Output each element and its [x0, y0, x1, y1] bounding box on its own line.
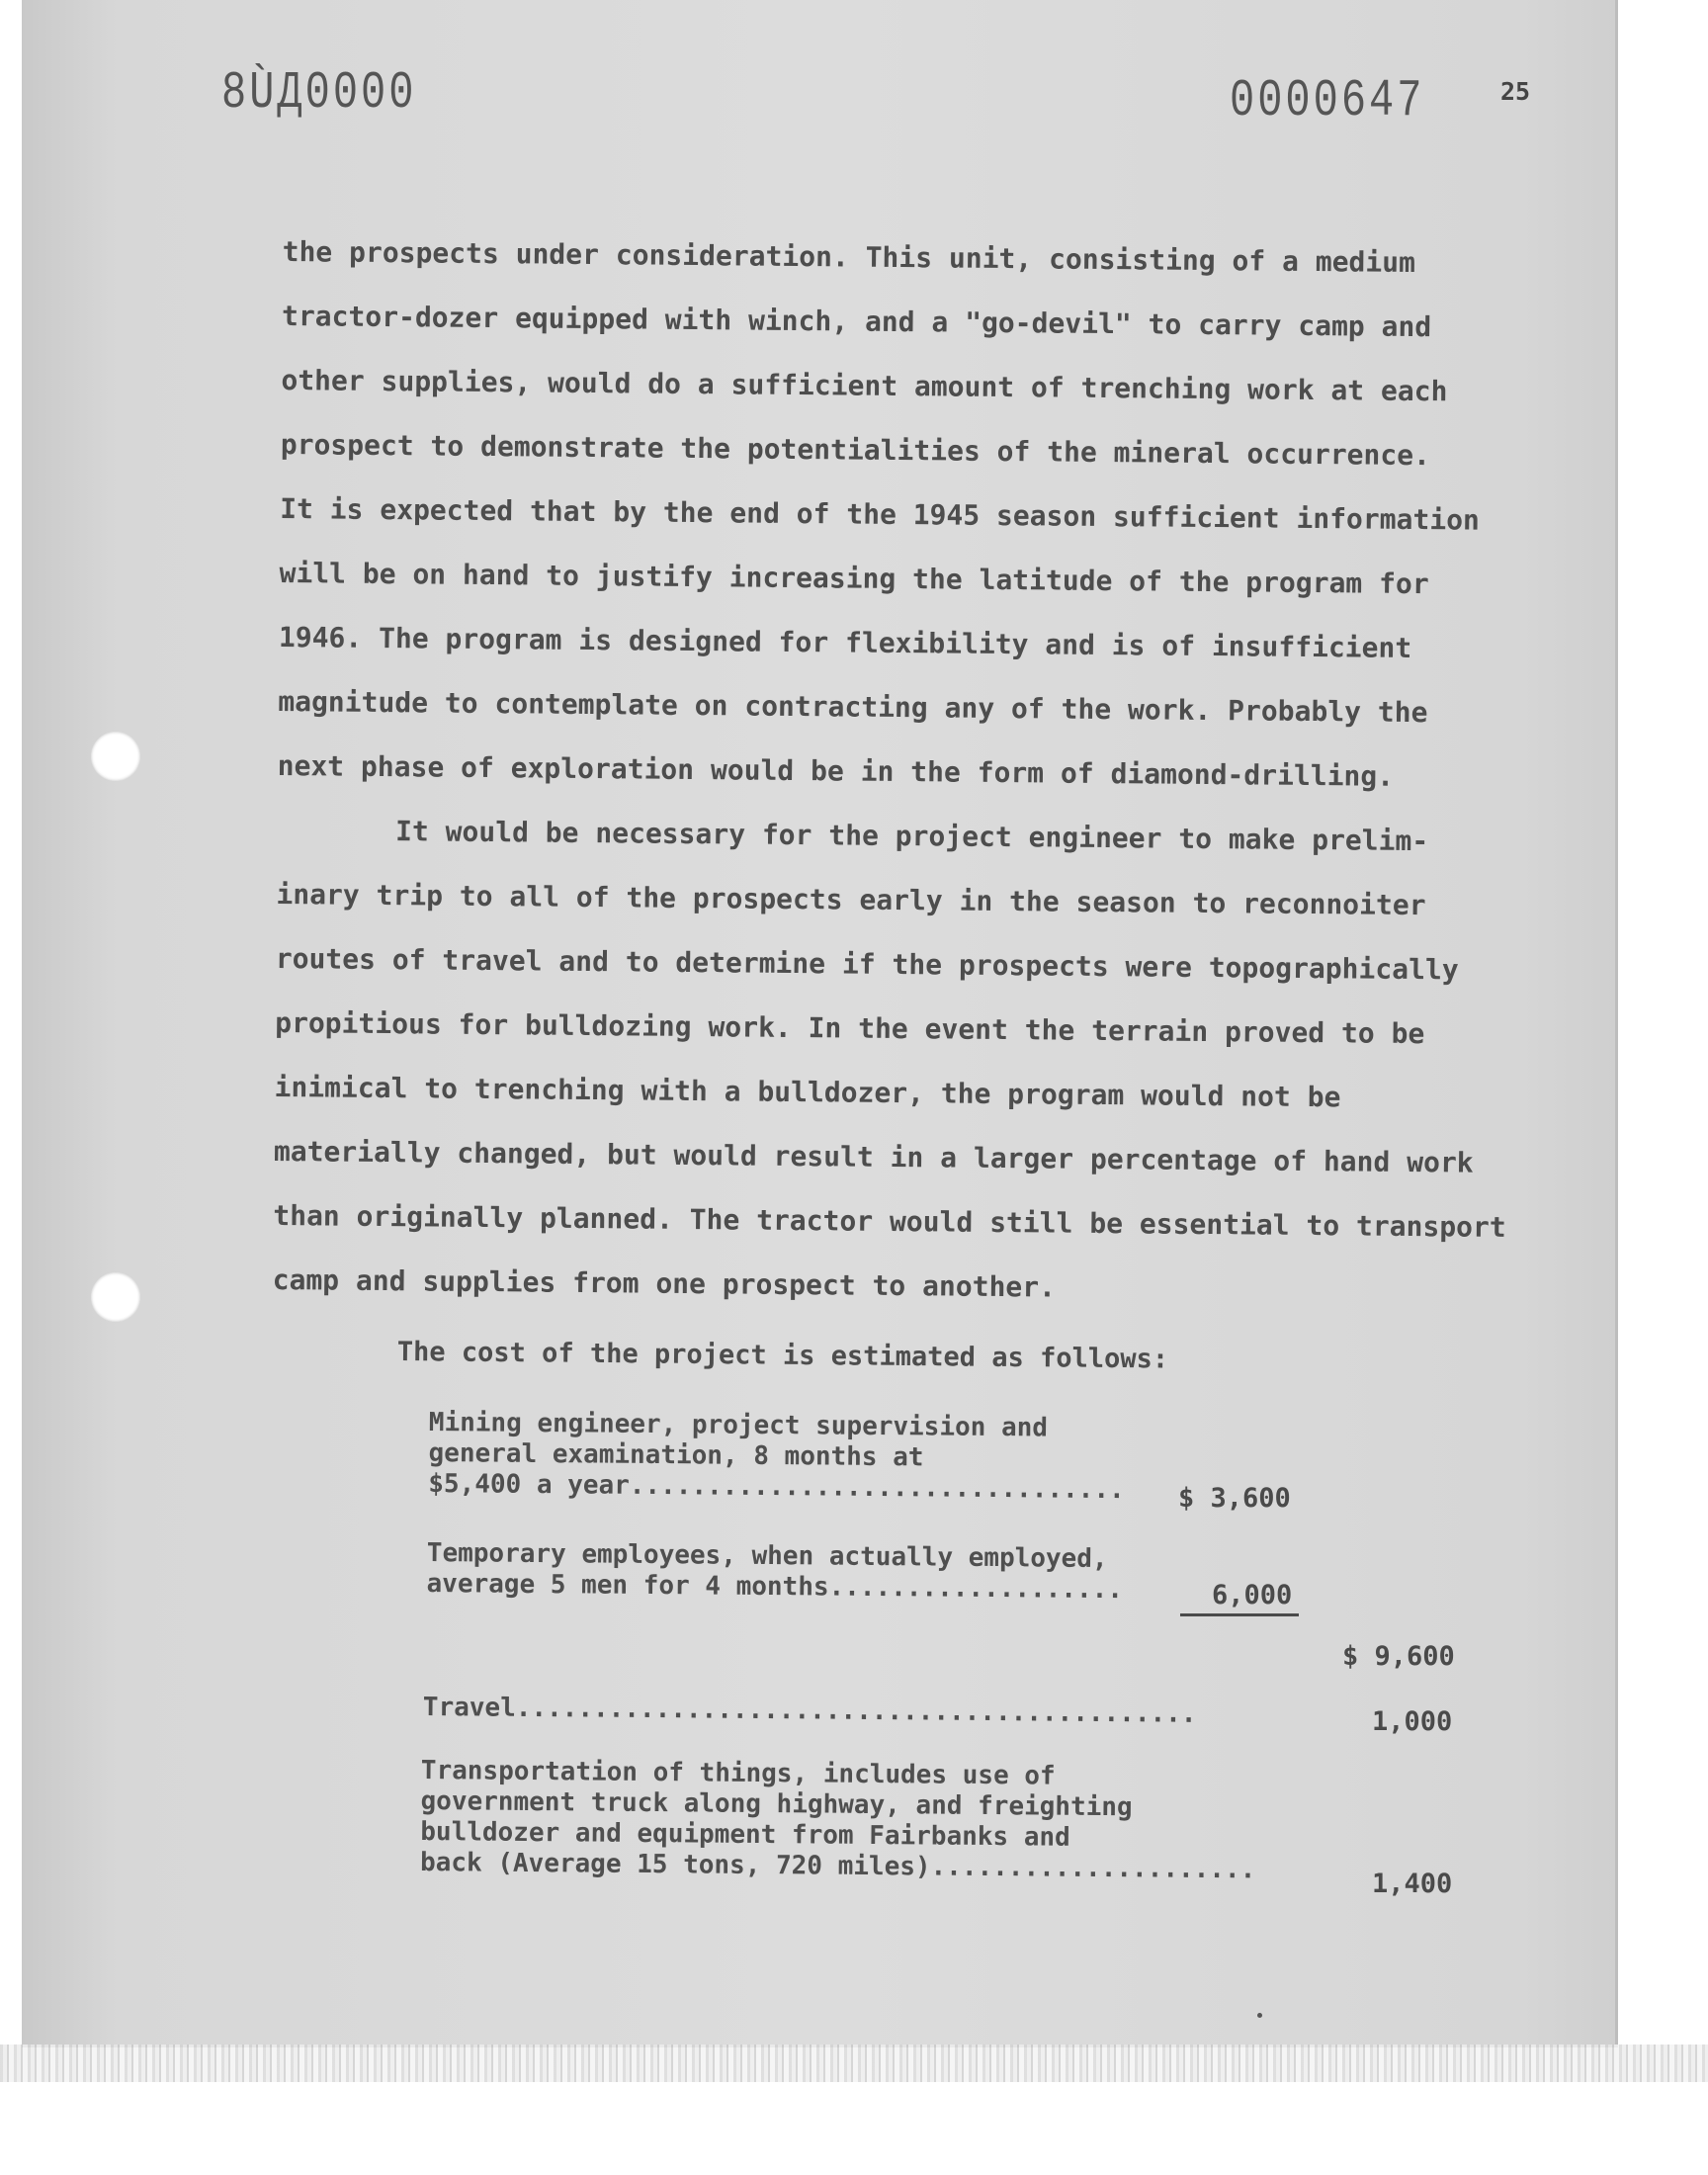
body-line: than originally planned. The tractor would still be essential to transport	[273, 1198, 1506, 1244]
body-line: will be on hand to justify increasing the latitude of the program for	[279, 556, 1429, 601]
body-line: prospect to demonstrate the potentialities of the mineral occurrence.	[280, 427, 1431, 473]
body-line: tractor-dozer equipped with winch, and a "go-devil" to carry camp and	[281, 299, 1432, 344]
cost-amount-travel: 1,000	[1372, 1706, 1453, 1737]
body-line: materially changed, but would result in a larger percentage of hand work	[273, 1134, 1474, 1179]
cost-amount-mining-engineer: $ 3,600	[1178, 1483, 1291, 1514]
cost-item-line: bulldozer and equipment from Fairbanks and	[420, 1816, 1070, 1853]
cost-item-transportation	[420, 1756, 1256, 1885]
ink-speck	[1257, 2013, 1262, 2018]
punch-hole-upper	[91, 732, 140, 781]
subtotal-rule	[1180, 1613, 1299, 1616]
body-line: magnitude to contemplate on contracting any of the work. Probably the	[278, 684, 1428, 730]
cost-item-line: Transportation of things, includes use of	[420, 1756, 1056, 1791]
body-line: It would be necessary for the project engineer to make prelim-	[394, 815, 1429, 858]
cost-item-line: government truck along highway, and freighting	[420, 1785, 1133, 1823]
cost-amount-transportation: 1,400	[1372, 1869, 1453, 1899]
body-line: the prospects under consideration. This unit, consisting of a medium	[282, 234, 1416, 280]
cost-item-line: Temporary employees, when actually employed,	[426, 1538, 1108, 1575]
body-line: other supplies, would do a sufficient amount of trenching work at each	[281, 363, 1448, 408]
cost-amount-temporary-employees: 6,000	[1212, 1580, 1293, 1610]
body-line: routes of travel and to determine if the prospects were topographically	[275, 941, 1459, 987]
cost-item-temporary-employees	[426, 1538, 1123, 1606]
document-stamp-left: 8ÙД0000	[221, 63, 417, 123]
punch-hole-lower	[91, 1272, 140, 1322]
cost-item-line: general examination, 8 months at	[428, 1437, 924, 1473]
body-line: 1946. The program is designed for flexibility and is of insufficient	[278, 620, 1412, 664]
body-line: camp and supplies from one prospect to another.	[272, 1262, 1057, 1304]
body-line: inimical to trenching with a bulldozer, the program would not be	[274, 1070, 1341, 1114]
body-paragraphs	[272, 219, 1528, 1324]
body-line: It is expected that by the end of the 1945 season sufficient information	[280, 491, 1481, 537]
cost-item-line: Mining engineer, project supervision and	[428, 1408, 1049, 1443]
cost-item-line: Travel............................................	[422, 1693, 1197, 1729]
cost-item-line: back (Average 15 tons, 720 miles).....................	[419, 1847, 1256, 1885]
cost-item-line: average 5 men for 4 months...................	[426, 1568, 1124, 1606]
page-number: 25	[1500, 77, 1531, 106]
cost-item-mining-engineer	[428, 1408, 1125, 1506]
cost-subtotal: $ 9,600	[1342, 1641, 1455, 1672]
cost-item-line: $5,400 a year................................	[428, 1468, 1125, 1506]
cost-intro: The cost of the project is estimated as follows:	[396, 1337, 1169, 1375]
body-line: propitious for bulldozing work. In the event the terrain proved to be	[275, 1005, 1425, 1051]
document-stamp-right: 0000647	[1230, 71, 1425, 130]
scan-edge-strip	[0, 2044, 1708, 2082]
body-line: inary trip to all of the prospects early in the season to reconnoiter	[276, 877, 1426, 922]
body-line: next phase of exploration would be in the form of diamond-drilling.	[277, 748, 1395, 793]
